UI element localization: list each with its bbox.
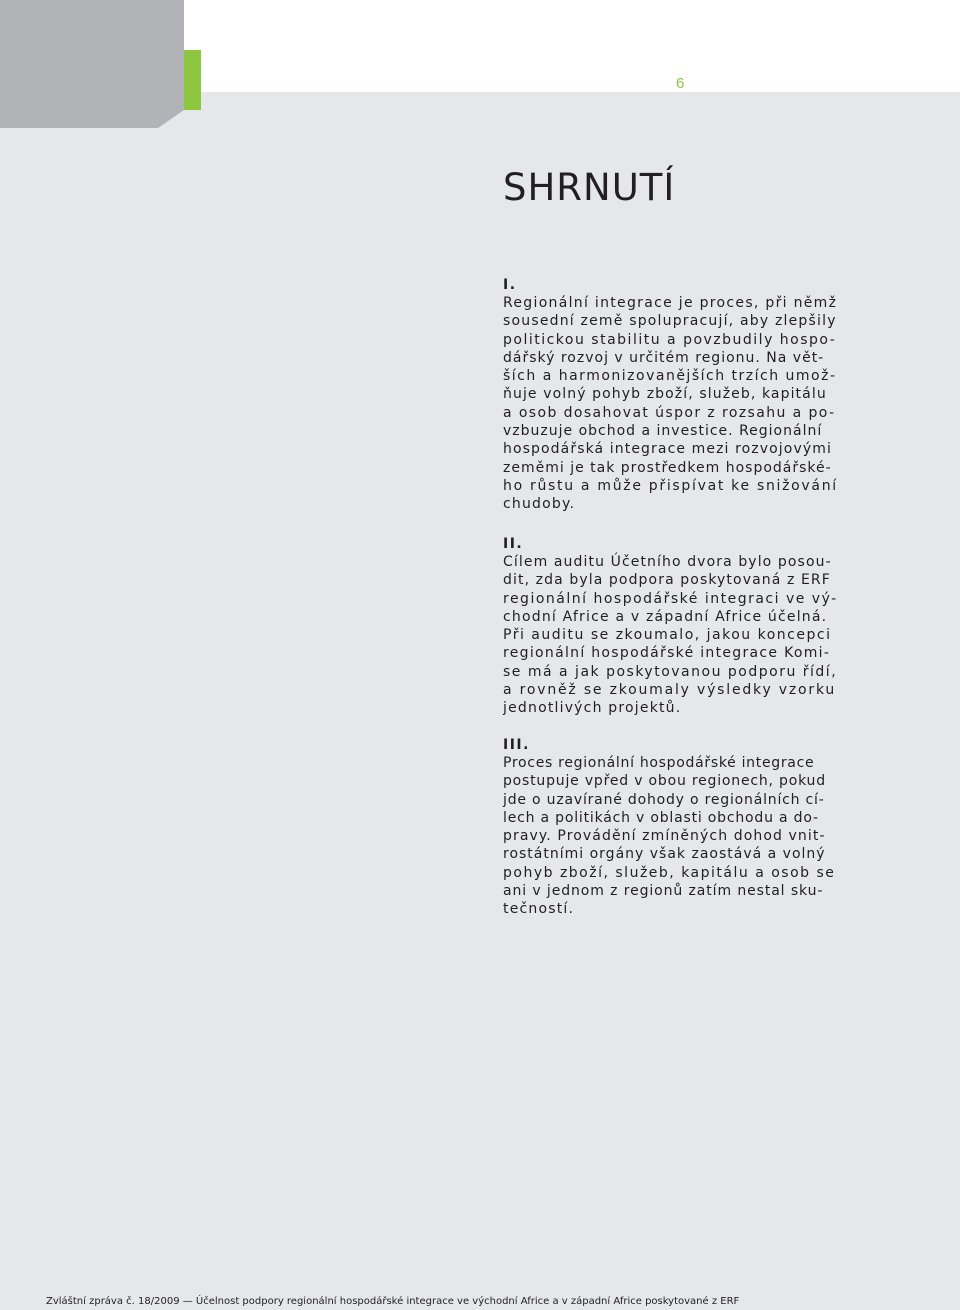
paragraph-line: ani v jednom z regionů zatím nestal sku-: [503, 883, 824, 900]
paragraph-line: tečností.: [503, 901, 575, 918]
paragraph-line: ších a harmonizovanějších trzích umož-: [503, 368, 837, 385]
paragraph-line: rostátními orgány však zaostává a volný: [503, 846, 826, 863]
section-heading: I.: [503, 277, 517, 293]
paragraph-line: regionální hospodářské integraci ve vý-: [503, 590, 838, 607]
paragraph-line: hospodářská integrace mezi rozvojovými: [503, 441, 832, 458]
paragraph-line: chudoby.: [503, 496, 576, 513]
paragraph-line: chodní Africe a v západní Africe účelná.: [503, 608, 828, 625]
paragraph-line: Proces regionální hospodářské integrace: [503, 755, 815, 771]
paragraph-line: se má a jak poskytovanou podporu řídí,: [503, 663, 838, 680]
paragraph-line: sousední země spolupracují, aby zlepšily: [503, 313, 837, 330]
paragraph-line: a rovněž se zkoumaly výsledky vzorku: [503, 682, 837, 699]
section-1: [503, 276, 838, 514]
paragraph-line: regionální hospodářské integrace Komi-: [503, 645, 831, 662]
section-paragraph: [503, 754, 836, 919]
section-3: [503, 736, 836, 919]
paragraph-line: Cílem auditu Účetního dvora bylo posou-: [503, 554, 832, 570]
paragraph-line: postupuje vpřed v obou regionech, pokud: [503, 773, 826, 790]
section-2: [503, 535, 838, 718]
paragraph-line: jde o uzavírané dohody o regionálních cí-: [503, 791, 825, 808]
paragraph-line: ho růstu a může přispívat ke snižování: [503, 477, 838, 494]
green-accent-bar: [184, 50, 201, 110]
paragraph-line: pohyb zboží, služeb, kapitálu a osob se: [503, 864, 836, 881]
paragraph-line: jednotlivých projektů.: [503, 700, 682, 717]
grey-corner-tab: [0, 0, 184, 128]
paragraph-line: pravy. Provádění zmíněných dohod vnit-: [503, 828, 826, 845]
paragraph-line: ňuje volný pohyb zboží, služeb, kapitálu: [503, 386, 827, 403]
paragraph-line: dit, zda byla podpora poskytovaná z ERF: [503, 572, 831, 589]
paragraph-line: Regionální integrace je proces, při němž: [503, 295, 838, 311]
section-heading: III.: [503, 737, 530, 753]
section-heading: II.: [503, 536, 524, 552]
paragraph-line: politickou stabilitu a povzbudily hospo-: [503, 331, 837, 348]
paragraph-line: lech a politikách v oblasti obchodu a do-: [503, 809, 819, 826]
page-footer: Zvláštní zpráva č. 18/2009 — Účelnost podpory regionální hospodářské integrace ve východní Africe a v západní Africe poskytované z ERF: [46, 1296, 740, 1307]
section-paragraph: [503, 553, 838, 718]
paragraph-line: a osob dosahovat úspor z rozsahu a po-: [503, 404, 836, 421]
section-paragraph: [503, 294, 838, 514]
paragraph-line: vzbuzuje obchod a investice. Regionální: [503, 423, 823, 440]
page-title: SHRNUTÍ: [503, 166, 676, 209]
paragraph-line: dářský rozvoj v určitém regionu. Na vět-: [503, 349, 825, 366]
paragraph-line: Při auditu se zkoumalo, jakou koncepci: [503, 627, 832, 644]
page-number: 6: [676, 75, 685, 92]
paragraph-line: zeměmi je tak prostředkem hospodářské-: [503, 459, 832, 476]
